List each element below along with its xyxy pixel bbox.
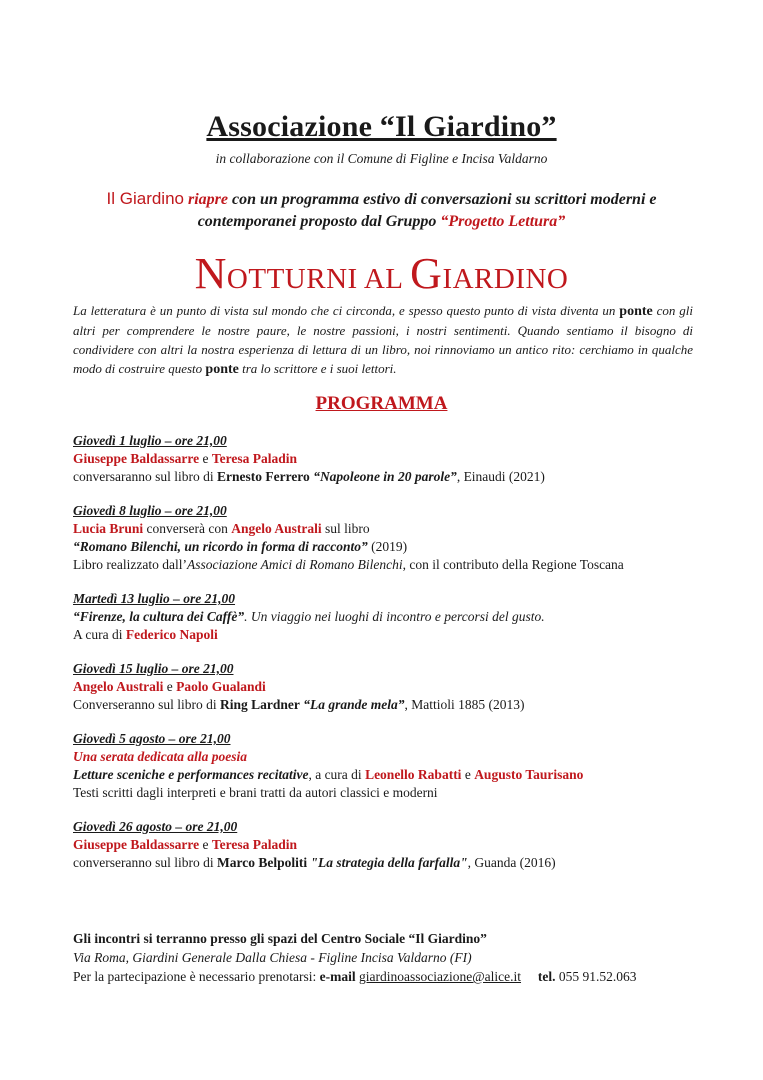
intro-text: con un programma estivo di conversazioni su scrittori moderni e contemporanei proposto dal Gruppo: [197, 191, 657, 230]
event-theme: Una serata dedicata alla poesia: [73, 749, 247, 764]
para-ponte-2: ponte: [205, 362, 239, 377]
event-date: Giovedì 8 luglio – ore 21,00: [73, 503, 227, 518]
para-text-2: con gli altri per comprendere le nostre paure, le nostre passioni, i nostri sentimenti. Quando sentiamo il bisogno di condividere con altri la nostra esperienza di lettura di un libro, noi rinnoviamo un antico rito: cerchiamo in qualche modo di costruire questo: [73, 303, 694, 376]
publisher-info: , Einaudi (2021): [456, 469, 545, 484]
footer-info: [73, 929, 703, 986]
event-date: Martedì 13 luglio – ore 21,00: [73, 591, 236, 606]
event-date: Giovedì 5 agosto – ore 21,00: [73, 731, 231, 746]
event-note: [73, 556, 693, 574]
event-details: [73, 468, 693, 486]
speaker-name: Augusto Taurisano: [474, 767, 584, 782]
program-list: [73, 432, 693, 888]
list-item: [73, 730, 693, 802]
speaker-name: Giuseppe Baldassarre: [73, 837, 200, 852]
description-paragraph: [73, 301, 693, 379]
event-details: [73, 854, 693, 872]
page-title: Associazione “Il Giardino”: [206, 110, 557, 143]
association-name: Associazione Amici di Romano Bilenchi: [186, 557, 403, 572]
event-speakers: [73, 450, 693, 468]
detail-text: A cura di: [73, 627, 126, 642]
event-speakers: [73, 678, 693, 696]
detail-text: converseranno sul libro di: [73, 855, 217, 870]
book-title: “Firenze, la cultura dei Caffè”: [73, 609, 245, 624]
venue-address: Via Roma, Giardini Generale Dalla Chiesa - Figline Incisa Valdarno (FI): [73, 950, 472, 965]
list-item: [73, 590, 693, 644]
list-item: [73, 818, 693, 872]
group-name: “Progetto Lettura”: [440, 213, 566, 230]
program-heading: PROGRAMMA: [315, 393, 448, 414]
detail-text: sul libro: [321, 521, 370, 536]
headline-cap-1: N: [194, 249, 227, 298]
intro-verb: riapre: [184, 191, 228, 208]
speaker-name: Giuseppe Baldassarre: [73, 451, 200, 466]
venue-info: Gli incontri si terranno presso gli spazi del Centro Sociale “Il Giardino”: [73, 931, 487, 946]
event-texts: Testi scritti dagli interpreti e brani tratti da autori classici e moderni: [73, 785, 438, 800]
detail-text: , a cura di: [308, 767, 366, 782]
para-text-1: La letteratura è un punto di vista sul mondo che ci circonda, e spesso questo punto di vista diventa un: [73, 303, 620, 318]
book-title: “Napoleone in 20 parole”: [309, 469, 457, 484]
intro-statement: [60, 188, 703, 233]
event-description: . Un viaggio nei luoghi di incontro e percorsi del gusto.: [244, 609, 545, 624]
event-topic: [73, 608, 693, 626]
author-name: Ring Lardner: [219, 697, 300, 712]
contact-info: [73, 967, 703, 986]
list-item: [73, 660, 693, 714]
headline-part-2: IARDINO: [442, 263, 569, 295]
event-date: Giovedì 1 luglio – ore 21,00: [73, 433, 227, 448]
detail-text: conversaranno sul libro di: [73, 469, 217, 484]
detail-text: Converseranno sul libro di: [73, 697, 220, 712]
email-label: e-mail: [319, 969, 356, 984]
performance-title: Letture sceniche e performances recitative: [73, 767, 309, 782]
speaker-name: Angelo Australi: [231, 521, 322, 536]
speaker-name: Paolo Gualandi: [176, 679, 266, 694]
headline-part-1: OTTURNI AL: [226, 263, 411, 295]
event-curator: [73, 626, 693, 644]
phone-label: tel.: [537, 969, 556, 984]
event-series-headline: [0, 248, 763, 299]
event-performance: [73, 766, 693, 784]
book-year: (2019): [367, 539, 408, 554]
detail-text: Libro realizzato dall’: [73, 557, 187, 572]
list-item: [73, 502, 693, 574]
conjunction: e: [199, 451, 212, 466]
event-date: Giovedì 15 luglio – ore 21,00: [73, 661, 234, 676]
speaker-name: Teresa Paladin: [211, 837, 298, 852]
author-name: Ernesto Ferrero: [216, 469, 310, 484]
book-title: "La strategia della farfalla": [307, 855, 468, 870]
speaker-name: Lucia Bruni: [73, 521, 144, 536]
event-speakers: [73, 836, 693, 854]
publisher-info: , Mattioli 1885 (2013): [404, 697, 525, 712]
publisher-info: , Guanda (2016): [467, 855, 556, 870]
speaker-name: Teresa Paladin: [211, 451, 298, 466]
speaker-name: Angelo Australi: [73, 679, 164, 694]
detail-text: , con il contributo della Regione Toscana: [402, 557, 624, 572]
page-subtitle: in collaborazione con il Comune di Figline e Incisa Valdarno: [215, 151, 548, 166]
detail-text: converserà con: [143, 521, 232, 536]
para-ponte-1: ponte: [619, 304, 653, 319]
conjunction: e: [461, 767, 475, 782]
event-speakers: [73, 520, 693, 538]
brand-name: Il Giardino: [106, 189, 184, 208]
list-item: [73, 432, 693, 486]
phone-number: 055 91.52.063: [558, 969, 637, 984]
author-name: Marco Belpoliti: [216, 855, 308, 870]
speaker-name: Federico Napoli: [125, 627, 218, 642]
detail-text: Per la partecipazione è necessario prenotarsi:: [73, 969, 320, 984]
speaker-name: Leonello Rabatti: [365, 767, 462, 782]
book-title: “Romano Bilenchi, un ricordo in forma di racconto”: [73, 539, 368, 554]
event-details: [73, 696, 693, 714]
para-text-3: tra lo scrittore e i suoi lettori.: [238, 361, 397, 376]
event-book: [73, 538, 693, 556]
book-title: “La grande mela”: [299, 697, 405, 712]
headline-cap-2: G: [410, 249, 443, 298]
conjunction: e: [163, 679, 177, 694]
conjunction: e: [199, 837, 212, 852]
email-link[interactable]: giardinoassociazione@alice.it: [359, 969, 522, 984]
event-date: Giovedì 26 agosto – ore 21,00: [73, 819, 238, 834]
